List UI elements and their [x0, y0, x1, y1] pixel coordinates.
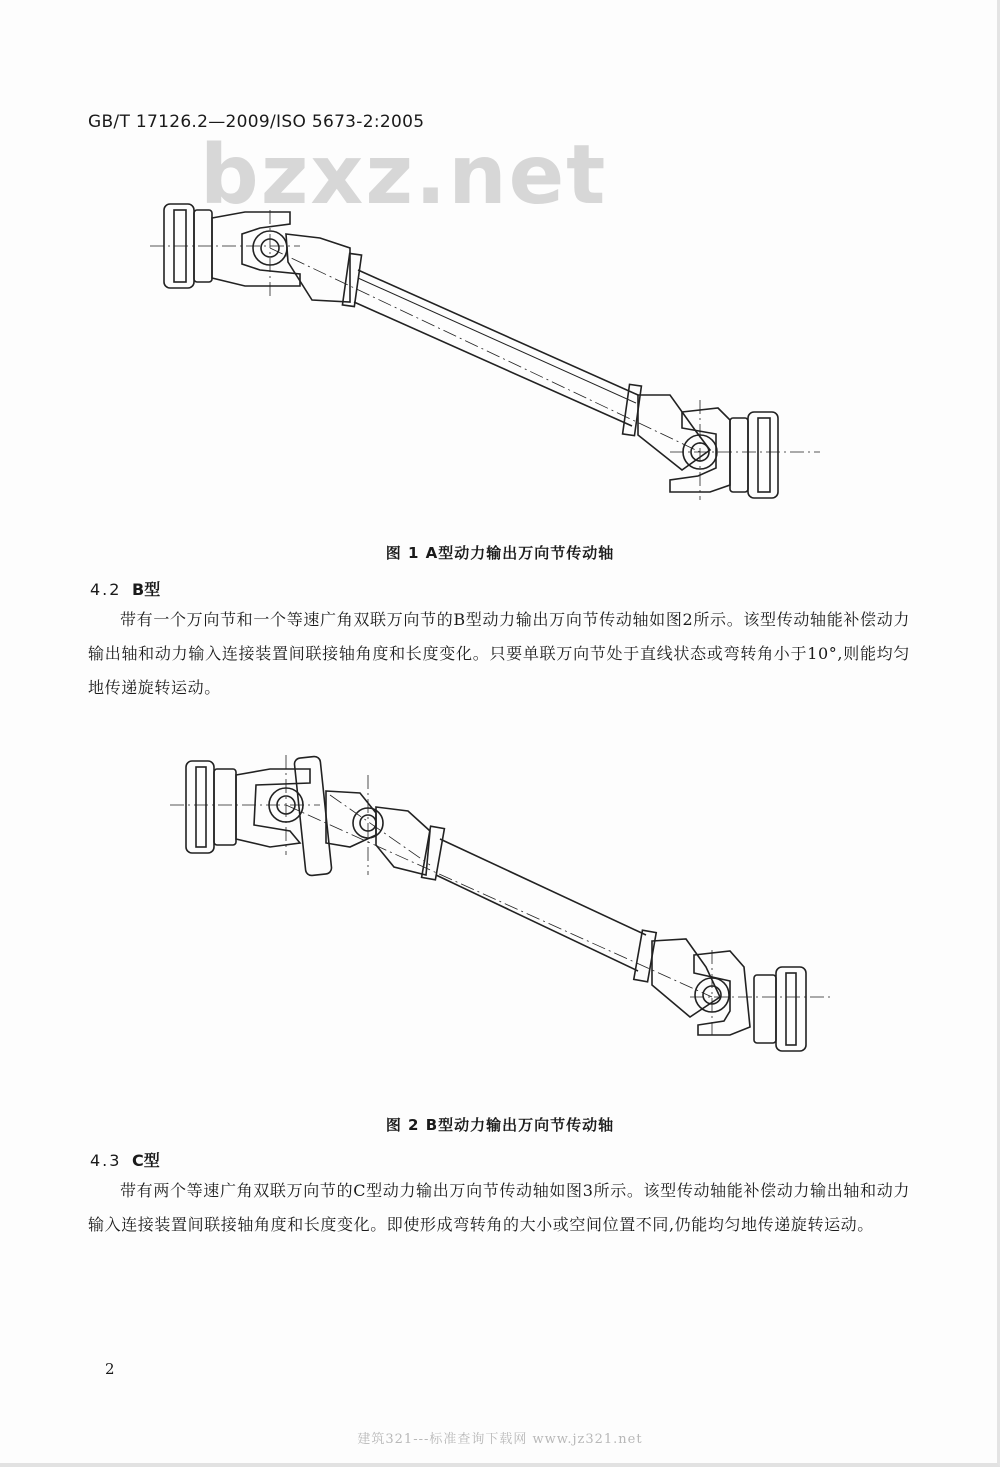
figure-1-caption: 图 1 A型动力输出万向节传动轴 [385, 544, 615, 562]
left-yoke-body [286, 234, 350, 302]
figure-1-drawing [150, 190, 830, 520]
section-4-3-title: C型 [132, 1151, 160, 1170]
section-4-2-heading [90, 577, 160, 600]
section-4-3-paragraph: 带有两个等速广角双联万向节的C型动力输出万向节传动轴如图3所示。该型传动轴能补偿动力输出轴和动力输入连接装置间联接轴角度和长度变化。即使形成弯转角的大小或空间位置不同,仍能均匀地传递旋转运动。 [88, 1181, 910, 1234]
right-flange [754, 967, 806, 1051]
footer-source-text: 建筑321---标准查询下载网 www.jz321.net [357, 1432, 643, 1447]
figure-2-caption: 图 2 B型动力输出万向节传动轴 [385, 1116, 615, 1134]
section-4-2-paragraph: 带有一个万向节和一个等速广角双联万向节的B型动力输出万向节传动轴如图2所示。该型传动轴能补偿动力输出轴和动力输入连接装置间联接轴角度和长度变化。只要单联万向节处于直线状态或弯转角小于10°,则能均匀地传递旋转运动。 [88, 610, 910, 697]
right-yoke-body [638, 395, 710, 470]
shaft-tube [436, 839, 646, 971]
page-number: 2 [105, 1360, 115, 1378]
standard-code-header: GB/T 17126.2—2009/ISO 5673-2:2005 [88, 112, 425, 132]
right-flange [730, 412, 778, 498]
section-4-3-heading [90, 1148, 160, 1171]
center-lines [170, 755, 830, 1035]
double-joint-body [376, 807, 430, 875]
section-4-3-number: 4.3 [90, 1151, 122, 1170]
center-lines [150, 210, 820, 500]
left-flange [186, 761, 236, 853]
section-4-2-number: 4.2 [90, 580, 122, 599]
figure-2-drawing [150, 735, 850, 1090]
watermark-text: bzxz.net [200, 128, 608, 223]
section-4-2-title: B型 [132, 580, 161, 599]
